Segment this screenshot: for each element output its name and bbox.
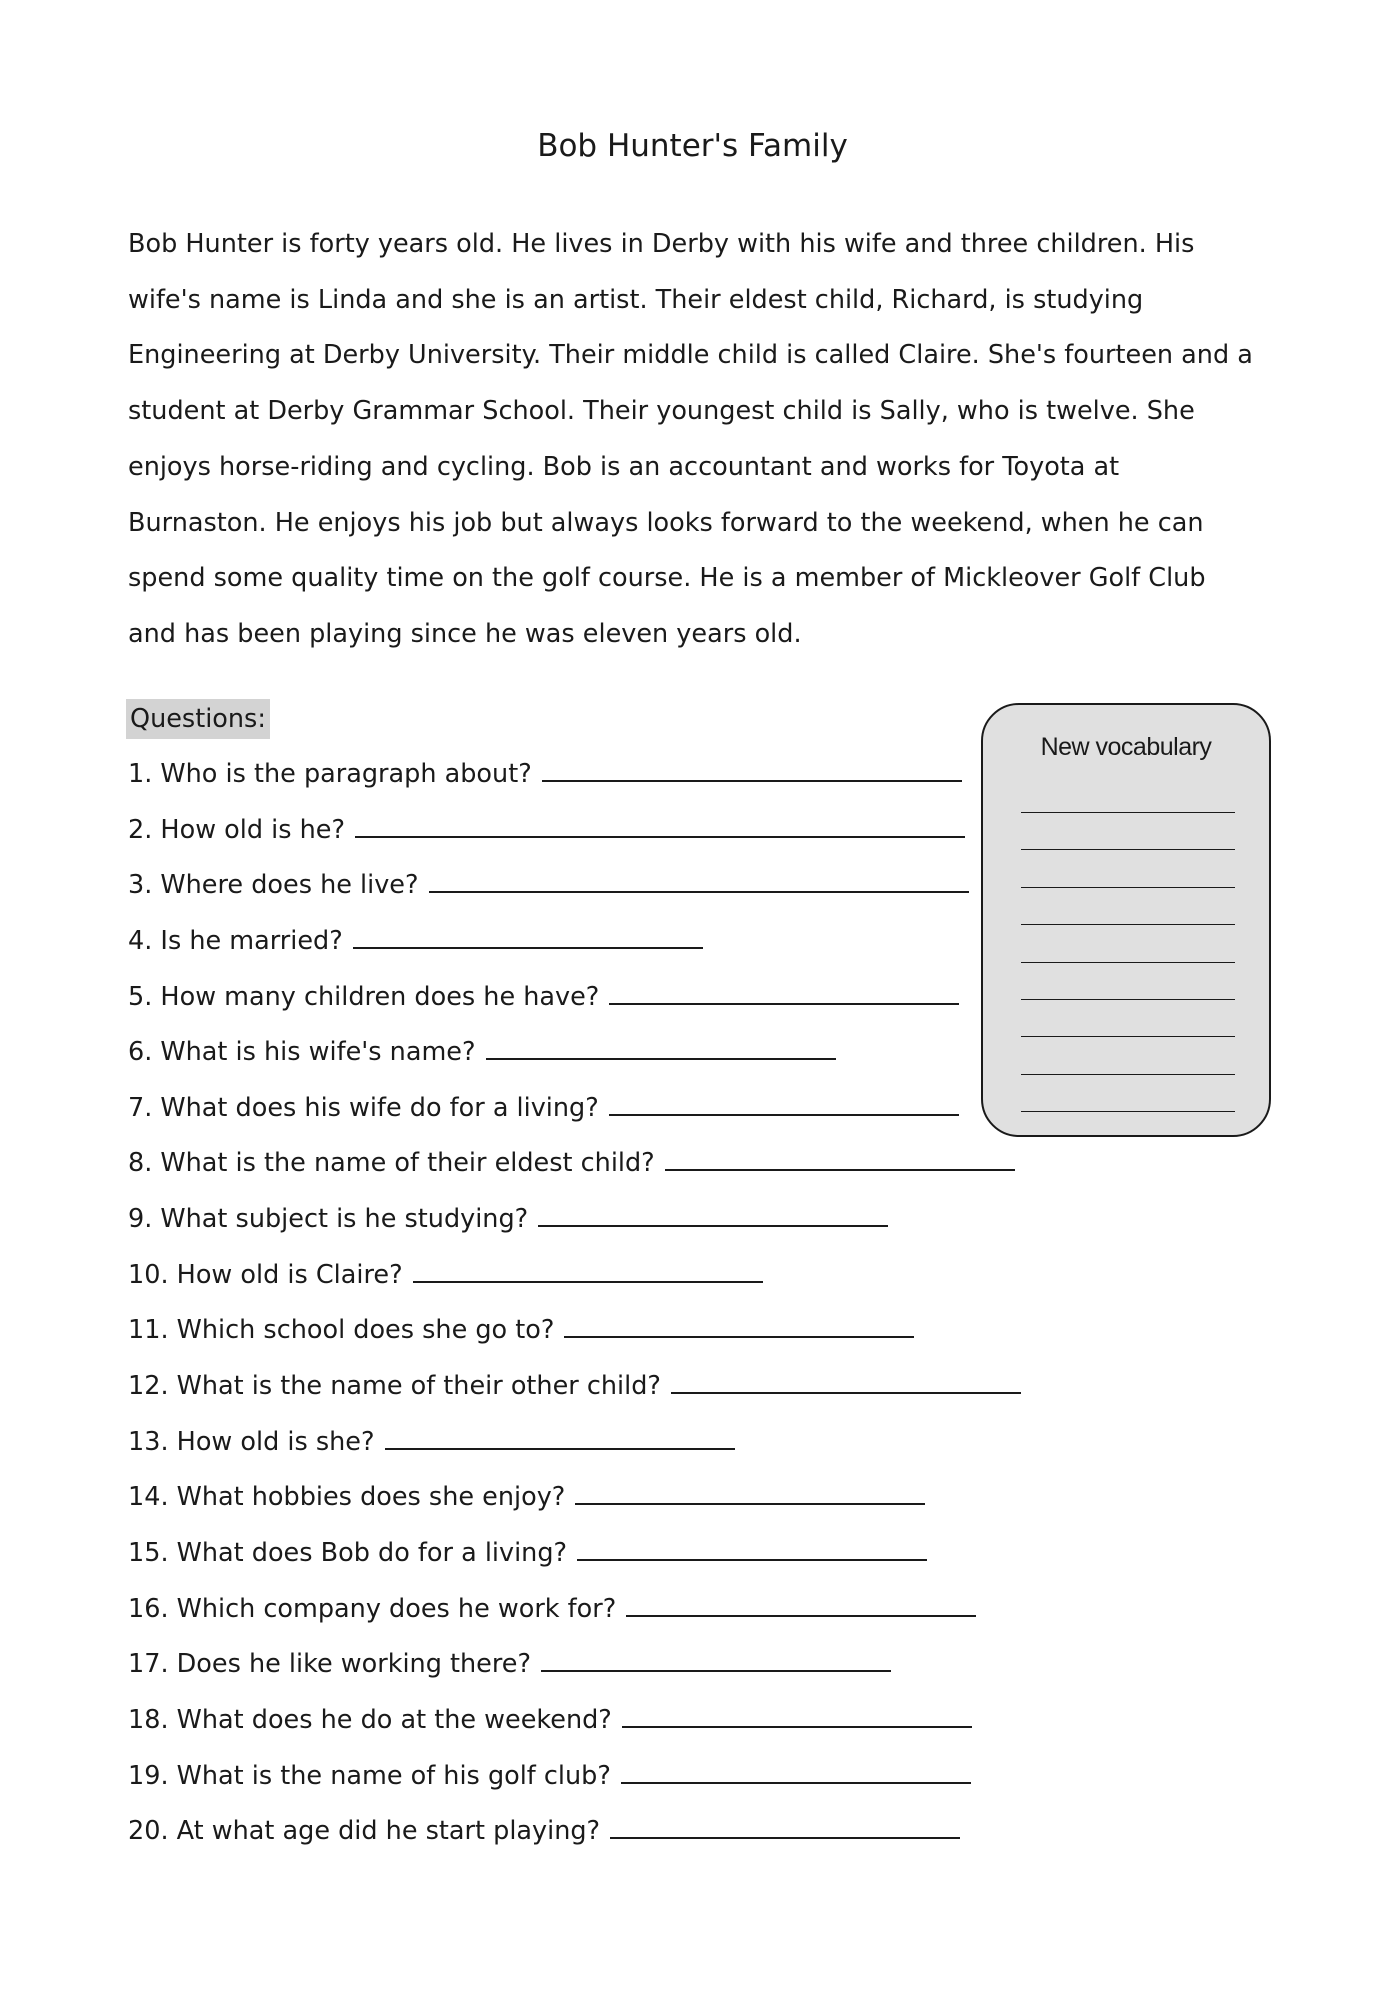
questions-heading: Questions: bbox=[126, 699, 270, 739]
answer-blank[interactable] bbox=[665, 1147, 1015, 1171]
question-text: 9. What subject is he studying? bbox=[128, 1204, 529, 1235]
question-text: 2. How old is he? bbox=[128, 814, 346, 845]
vocabulary-box bbox=[981, 703, 1271, 1137]
answer-blank[interactable] bbox=[429, 869, 969, 893]
answer-blank[interactable] bbox=[538, 1203, 888, 1227]
vocabulary-blank[interactable] bbox=[1021, 887, 1235, 888]
answer-blank[interactable] bbox=[355, 814, 965, 838]
answer-blank[interactable] bbox=[353, 925, 703, 949]
question-text: 1. Who is the paragraph about? bbox=[128, 759, 532, 789]
question-text: 3. Where does he live? bbox=[128, 870, 419, 901]
paragraph-line: spend some quality time on the golf course. He is a member of Mickleover Golf Club bbox=[128, 563, 1206, 594]
answer-blank[interactable] bbox=[486, 1036, 836, 1060]
question-item bbox=[128, 1533, 1088, 1589]
question-text: 5. How many children does he have? bbox=[128, 981, 600, 1012]
answer-blank[interactable] bbox=[610, 1815, 960, 1839]
paragraph-line: Burnaston. He enjoys his job but always looks forward to the weekend, when he can bbox=[128, 507, 1204, 538]
question-item bbox=[128, 1088, 1088, 1144]
vocabulary-blank[interactable] bbox=[1021, 1074, 1235, 1075]
answer-blank[interactable] bbox=[413, 1259, 763, 1283]
vocabulary-title: New vocabulary bbox=[1040, 733, 1212, 761]
reading-paragraph bbox=[128, 217, 1278, 663]
vocabulary-blank[interactable] bbox=[1021, 1036, 1235, 1037]
question-item bbox=[128, 810, 1088, 866]
vocabulary-blank[interactable] bbox=[1021, 849, 1235, 850]
question-text: 11. Which school does she go to? bbox=[128, 1315, 555, 1346]
vocabulary-blank[interactable] bbox=[1021, 1111, 1235, 1112]
answer-blank[interactable] bbox=[609, 1092, 959, 1116]
question-text: 6. What is his wife's name? bbox=[128, 1037, 476, 1068]
question-item bbox=[128, 1255, 1088, 1311]
question-item bbox=[128, 1811, 1088, 1867]
paragraph-line: and has been playing since he was eleven years old. bbox=[128, 618, 802, 649]
answer-blank[interactable] bbox=[577, 1537, 927, 1561]
question-item bbox=[128, 1310, 1088, 1366]
paragraph-line: Engineering at Derby University. Their middle child is called Claire. She's fourteen and a bbox=[128, 340, 1253, 371]
question-item bbox=[128, 754, 1088, 810]
question-item bbox=[128, 1756, 1088, 1812]
paragraph-line: enjoys horse-riding and cycling. Bob is an accountant and works for Toyota at bbox=[128, 451, 1120, 482]
question-text: 17. Does he like working there? bbox=[128, 1649, 531, 1680]
answer-blank[interactable] bbox=[626, 1593, 976, 1617]
question-text: 4. Is he married? bbox=[128, 925, 343, 956]
question-item bbox=[128, 1644, 1088, 1700]
question-item bbox=[128, 1143, 1088, 1199]
answer-blank[interactable] bbox=[541, 1648, 891, 1672]
question-item bbox=[128, 1700, 1088, 1756]
paragraph-line: Bob Hunter is forty years old. He lives in Derby with his wife and three children. His bbox=[128, 229, 1195, 259]
question-item bbox=[128, 1366, 1088, 1422]
answer-blank[interactable] bbox=[385, 1426, 735, 1450]
answer-blank[interactable] bbox=[609, 981, 959, 1005]
question-item bbox=[128, 977, 1088, 1033]
answer-blank[interactable] bbox=[621, 1760, 971, 1784]
answer-blank[interactable] bbox=[564, 1314, 914, 1338]
paragraph-line: wife's name is Linda and she is an artist. Their eldest child, Richard, is studying bbox=[128, 284, 1144, 315]
question-text: 10. How old is Claire? bbox=[128, 1259, 403, 1290]
question-text: 14. What hobbies does she enjoy? bbox=[128, 1482, 566, 1513]
answer-blank[interactable] bbox=[671, 1370, 1021, 1394]
question-item bbox=[128, 1589, 1088, 1645]
question-item bbox=[128, 865, 1088, 921]
question-item bbox=[128, 1199, 1088, 1255]
question-item bbox=[128, 1422, 1088, 1478]
vocabulary-blank[interactable] bbox=[1021, 999, 1235, 1000]
question-item bbox=[128, 921, 1088, 977]
page-title: Bob Hunter's Family bbox=[537, 128, 848, 164]
vocabulary-blank[interactable] bbox=[1021, 812, 1235, 813]
question-item bbox=[128, 1477, 1088, 1533]
question-text: 16. Which company does he work for? bbox=[128, 1593, 617, 1624]
question-text: 15. What does Bob do for a living? bbox=[128, 1537, 568, 1568]
paragraph-line: student at Derby Grammar School. Their youngest child is Sally, who is twelve. She bbox=[128, 396, 1195, 427]
answer-blank[interactable] bbox=[622, 1704, 972, 1728]
question-text: 7. What does his wife do for a living? bbox=[128, 1092, 599, 1123]
questions-list bbox=[128, 754, 1088, 1867]
question-text: 12. What is the name of their other child? bbox=[128, 1371, 661, 1402]
question-text: 13. How old is she? bbox=[128, 1426, 375, 1457]
question-text: 8. What is the name of their eldest child? bbox=[128, 1148, 655, 1179]
vocabulary-blank[interactable] bbox=[1021, 924, 1235, 925]
question-item bbox=[128, 1032, 1088, 1088]
answer-blank[interactable] bbox=[575, 1481, 925, 1505]
question-text: 19. What is the name of his golf club? bbox=[128, 1760, 611, 1791]
question-text: 20. At what age did he start playing? bbox=[128, 1816, 601, 1847]
question-text: 18. What does he do at the weekend? bbox=[128, 1704, 612, 1735]
answer-blank[interactable] bbox=[542, 758, 962, 782]
vocabulary-blank[interactable] bbox=[1021, 962, 1235, 963]
